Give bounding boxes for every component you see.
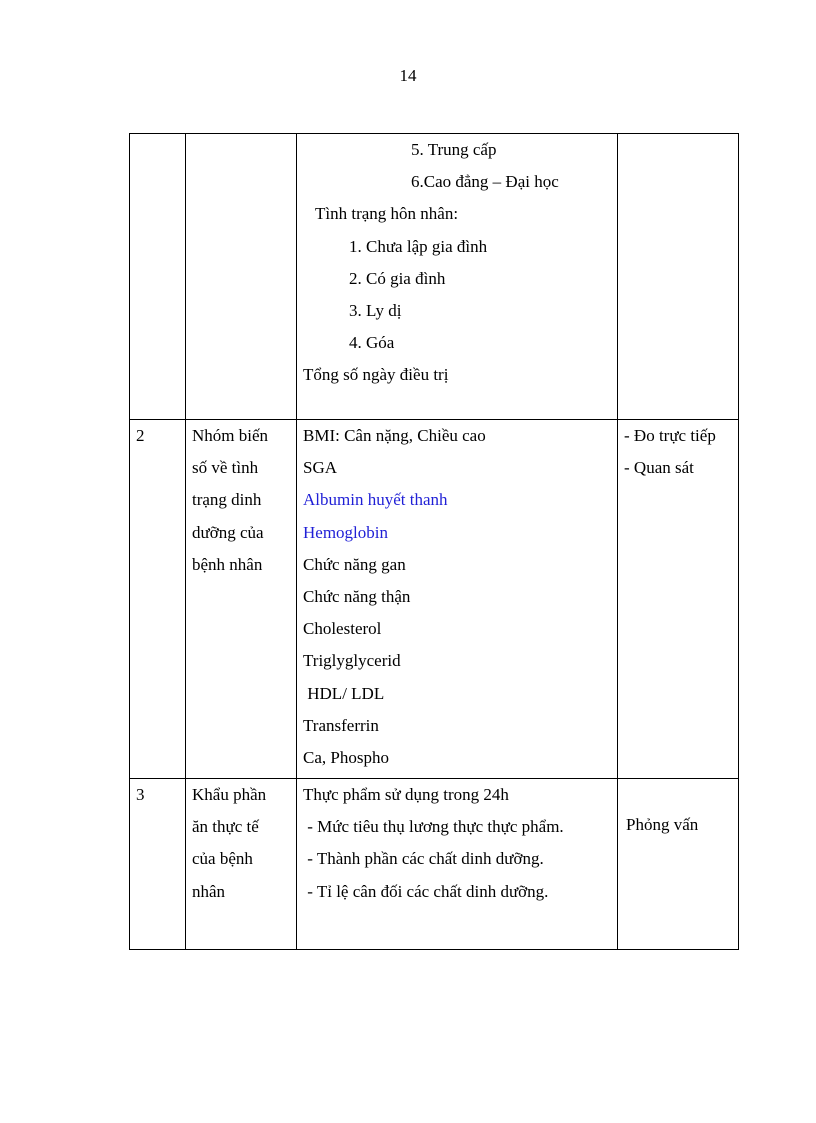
variable-item: Ca, Phospho (303, 747, 389, 767)
number-cell (130, 420, 186, 779)
variable-item: - Thành phần các chất dinh dưỡng. (303, 849, 544, 869)
variable-item: SGA (303, 458, 338, 478)
marital-item: 1. Chưa lập gia đình (349, 236, 488, 256)
group-cell (186, 779, 297, 950)
variables-cell (297, 779, 618, 950)
marital-item: 4. Góa (349, 333, 395, 353)
variable-item: Chức năng gan (303, 554, 406, 574)
marital-item: 2. Có gia đình (349, 268, 446, 288)
method-cell (618, 134, 739, 420)
variable-item-highlighted: Albumin huyết thanh (303, 490, 448, 510)
variable-item: Transferrin (303, 715, 379, 735)
variable-item: - Mức tiêu thụ lương thực thực phẩm. (303, 817, 564, 837)
variable-item: - Tỉ lệ cân đối các chất dinh dưỡng. (303, 881, 549, 901)
marital-item: 3. Ly dị (349, 300, 402, 320)
group-line: ăn thực tế (192, 817, 259, 837)
table-row (130, 420, 739, 779)
variables-cell (297, 420, 618, 779)
variable-item: Chức năng thận (303, 586, 411, 606)
group-line: trạng dinh (192, 490, 262, 510)
group-line: dưỡng của (192, 522, 264, 542)
treatment-days-label: Tổng số ngày điều trị (303, 365, 449, 385)
row-number: 2 (136, 426, 145, 445)
table-row (130, 134, 739, 420)
variable-item: Cholesterol (303, 619, 382, 639)
row-number: 3 (136, 785, 145, 804)
variables-cell (297, 134, 618, 420)
table-row (130, 779, 739, 950)
group-line: bệnh nhân (192, 554, 263, 574)
education-item: 5. Trung cấp (411, 140, 497, 159)
variable-item: BMI: Cân nặng, Chiều cao (303, 426, 486, 445)
group-line: của bệnh (192, 849, 253, 869)
marital-status-title: Tình trạng hôn nhân: (315, 204, 459, 224)
method-item: - Quan sát (624, 458, 694, 478)
group-line: số về tình (192, 458, 259, 478)
method-cell (618, 779, 739, 950)
group-line: Nhóm biến (192, 426, 269, 445)
variable-item: HDL/ LDL (303, 683, 385, 703)
method-item: - Đo trực tiếp (624, 426, 716, 445)
number-cell (130, 779, 186, 950)
method-item: Phỏng vấn (626, 815, 699, 834)
group-line: nhân (192, 881, 226, 901)
variable-item-highlighted: Hemoglobin (303, 522, 388, 542)
variable-item: Triglyglycerid (303, 651, 401, 671)
page-number: 14 (399, 66, 417, 85)
education-item: 6.Cao đẳng – Đại học (411, 172, 559, 192)
group-cell (186, 420, 297, 779)
group-line: Khẩu phần (192, 785, 267, 804)
number-cell (130, 134, 186, 420)
group-cell (186, 134, 297, 420)
method-cell (618, 420, 739, 779)
variables-table (129, 133, 739, 950)
variable-item: Thực phẩm sử dụng trong 24h (303, 785, 509, 804)
